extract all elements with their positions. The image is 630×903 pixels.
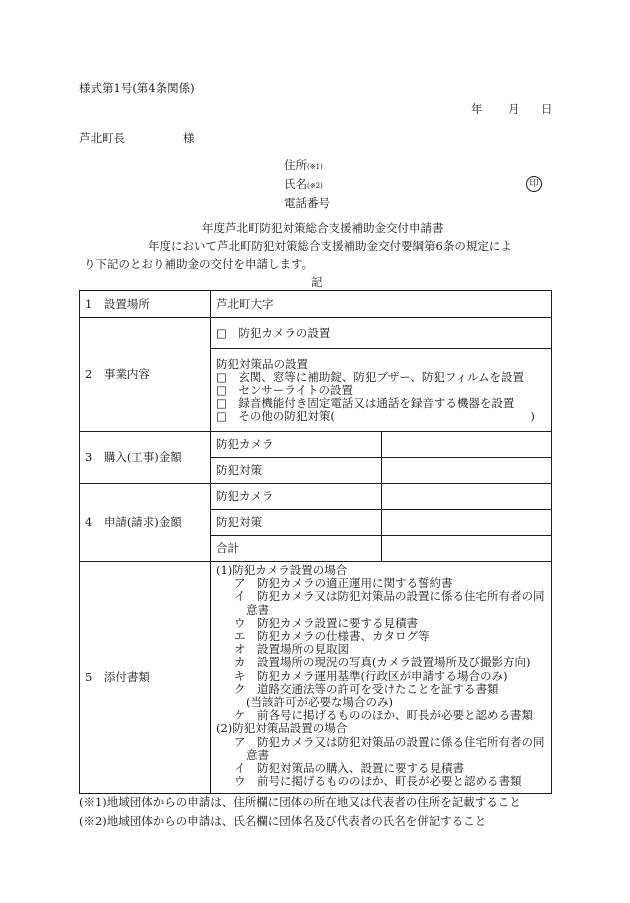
address-note: (※1) [307,163,323,171]
request-camera-label: 防犯カメラ [211,484,382,510]
address-label-text: 住所 [284,158,307,172]
purchase-camera-amount[interactable] [381,432,552,458]
addressee: 芦北町長 [79,131,125,145]
goods-heading: 防犯対策品の設置 [216,357,308,371]
document-title: 年度芦北町防犯対策総合支援補助金交付申請書 [202,221,444,235]
business-content [211,318,552,432]
goods-option-other[interactable]: □ その他の防犯対策( ) [216,409,535,423]
attach-item: カ 設置場所の現況の写真(カメラ設置場所及び撮影方向) [234,655,531,670]
row-request-camera [80,484,552,510]
attach-item: ア 防犯カメラの適正運用に関する誓約書 [234,576,453,591]
row-location [80,291,552,318]
location-value[interactable]: 芦北町大字 [211,291,552,318]
request-camera-amount[interactable] [381,484,552,510]
business-label: 2 事業内容 [80,318,211,432]
purchase-goods-amount[interactable] [381,458,552,484]
goods-block [211,349,551,423]
attach-item: エ 防犯カメラの仕様書、カタログ等 [234,629,430,644]
attach-item: ウ 防犯カメラ設置に要する見積書 [234,615,418,630]
request-total-label: 合計 [211,536,382,562]
row-business [80,318,552,432]
attachments-label: 5 添付書類 [80,562,211,794]
row-attachments [80,562,552,794]
seal-mark [526,175,542,192]
phone-label: 電話番号 [284,196,330,210]
goods-option-sensor-light[interactable]: □ センサーライトの設置 [216,383,354,397]
honorific: 様 [183,131,195,145]
attach-item: ア 防犯カメラ又は防犯対策品の設置に係る住宅所有者の同 [234,734,545,749]
intro-line-1: 年度において芦北町防犯対策総合支援補助金交付要綱第6条の規定によ [148,239,512,253]
attachments-list [211,562,552,794]
attach-heading-camera: (1)防犯カメラ設置の場合 [216,563,348,577]
attach-item: ウ 前号に掲げるもののほか、町長が必要と認める書類 [234,774,522,789]
attach-item-continued: (当該許可が必要な場合のみ) [246,695,393,710]
attach-item: イ 防犯対策品の購入、設置に要する見積書 [234,761,464,776]
attach-item: ク 道路交通法等の許可を受けたことを証する書類 [234,681,499,696]
purchase-goods-label: 防犯対策 [211,458,382,484]
footnote-2: (※2)地域団体からの申請は、氏名欄に団体名及び代表者の氏名を併記すること [79,814,487,828]
purchase-camera-label: 防犯カメラ [211,432,382,458]
footnotes [79,793,521,831]
attach-item: キ 防犯カメラ運用基準(行政区が申請する場合のみ) [234,668,508,683]
application-table [79,290,552,794]
name-label [284,176,323,192]
name-note: (※2) [307,182,323,190]
camera-option[interactable]: □ 防犯カメラの設置 [211,318,551,349]
request-total-amount[interactable] [381,536,552,562]
attach-heading-goods: (2)防犯対策品設置の場合 [216,721,348,736]
location-label: 1 設置場所 [80,291,211,318]
row-purchase-camera [80,432,552,458]
address-label [284,157,323,173]
name-label-text: 氏名 [284,177,307,191]
request-goods-label: 防犯対策 [211,510,382,536]
intro-line-2: り下記のとおり補助金の交付を申請します。 [84,257,314,271]
date-year-label: 年 [471,102,483,116]
attach-item: オ 設置場所の見取図 [234,642,349,657]
footnote-1: (※1)地域団体からの申請は、住所欄に団体の所在地又は代表者の住所を記載すること [79,795,521,809]
form-number: 様式第1号(第4条関係) [79,81,195,95]
goods-option-lock[interactable]: □ 玄関、窓等に補助錠、防犯ブザー、防犯フィルムを設置 [216,370,525,384]
request-label: 4 申請(請求)金額 [80,484,211,562]
attach-item: イ 防犯カメラ又は防犯対策品の設置に係る住宅所有者の同 [234,589,545,604]
attach-item-continued: 意書 [246,602,269,617]
date-month-label: 月 [508,102,520,116]
attach-item-continued: 意書 [246,747,269,762]
goods-option-phone-recorder[interactable]: □ 録音機能付き固定電話又は通話を録音する機器を設置 [216,396,515,410]
attach-item: ケ 前各号に掲げるもののほか、町長が必要と認める書類 [234,708,533,723]
date-day-label: 日 [541,102,553,116]
purchase-label: 3 購入(工事)金額 [80,432,211,484]
ki-heading: 記 [311,275,323,289]
seal-icon: 印 [526,176,542,192]
request-goods-amount[interactable] [381,510,552,536]
